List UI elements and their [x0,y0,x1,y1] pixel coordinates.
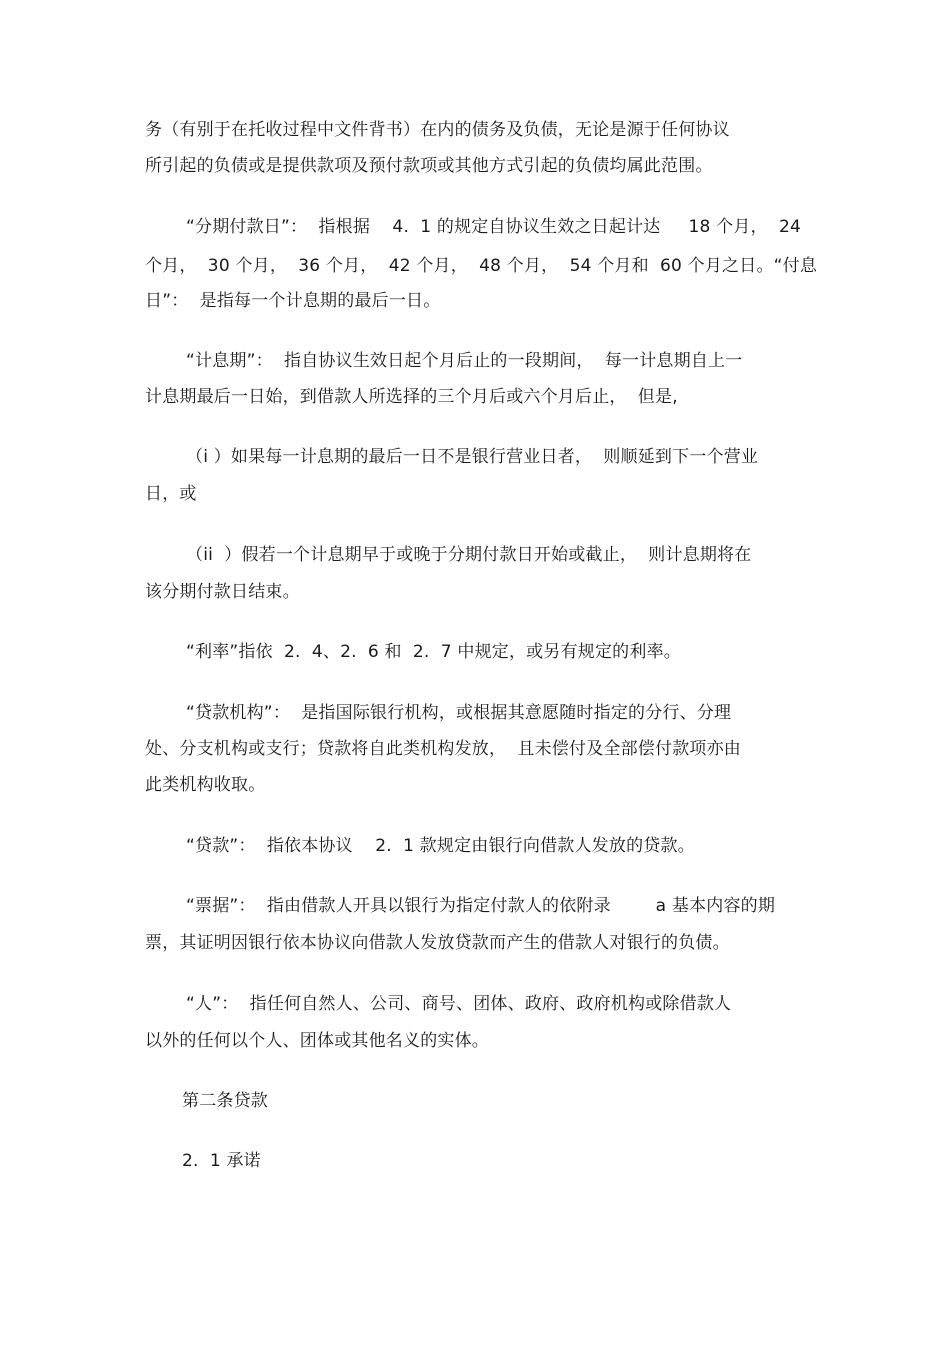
text-line: 日”： 是指每一个计息期的最后一日。 [145,291,441,311]
text-line: “计息期”： 指自协议生效日起个月后止的一段期间， 每一计息期自上一 [186,351,743,371]
text-line: 处、分支机构或支行；贷款将自此类机构发放， 且未偿付及全部偿付款项亦由 [145,739,742,759]
text-line: 以外的任何以个人、团体或其他名义的实体。 [145,1031,489,1051]
text-line: “票据”： 指由借款人开具以银行为指定付款人的依附录 a 基本内容的期 [186,896,776,916]
text-line: （i ）如果每一计息期的最后一日不是银行营业日者， 则顺延到下一个营业 [186,447,759,467]
text-line: 计息期最后一日始，到借款人所选择的三个月后或六个月后止， 但是, [145,387,678,407]
text-line: 个月， 30 个月， 36 个月， 42 个月， 48 个月， 54 个月和 60 个月之日。“付息 [145,256,818,276]
text-line: “分期付款日”： 指根据 4. 1 的规定自协议生效之日起计达 18 个月， 24 [186,217,801,237]
text-line: 日，或 [145,484,197,504]
text-line: 所引起的负债或是提供款项及预付款项或其他方式引起的负债均属此范围。 [145,156,713,176]
text-line: “贷款机构”： 是指国际银行机构，或根据其意愿随时指定的分行、分理 [186,703,732,723]
text-line: “利率”指依 2. 4、2. 6 和 2. 7 中规定，或另有规定的利率。 [186,642,681,662]
text-line: “人”： 指任何自然人、公司、商号、团体、政府、政府机构或除借款人 [186,994,732,1014]
text-line: “贷款”： 指依本协议 2. 1 款规定由银行向借款人发放的贷款。 [186,836,695,856]
section-heading: 第二条贷款 [182,1091,268,1111]
subsection-heading: 2. 1 承诺 [182,1151,261,1171]
text-line: 此类机构收取。 [145,775,266,795]
text-line: 票，其证明因银行依本协议向借款人发放贷款而产生的借款人对银行的负债。 [145,933,730,953]
text-line: （ii ）假若一个计息期早于或晚于分期付款日开始或截止， 则计息期将在 [186,545,752,565]
text-line: 务（有别于在托收过程中文件背书）在内的债务及负债，无论是源于任何协议 [145,120,730,140]
text-line: 该分期付款日结束。 [145,582,300,602]
